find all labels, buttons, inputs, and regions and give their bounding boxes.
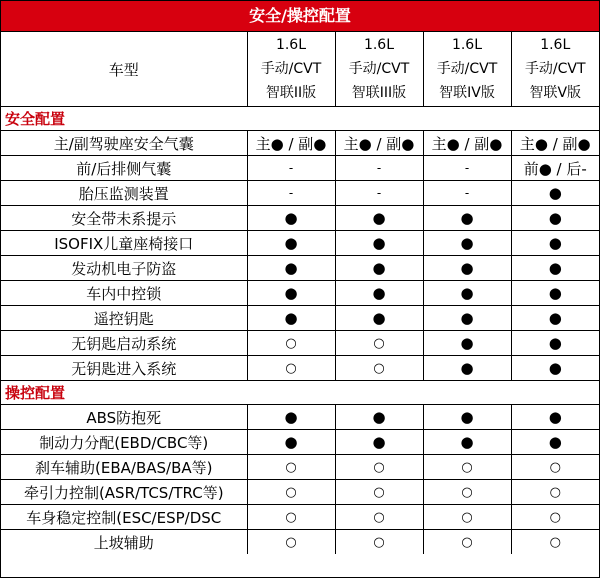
model-displacement: 1.6L [540, 37, 571, 53]
feature-label: 遥控钥匙 [1, 306, 247, 331]
feature-value-cell: ● [335, 231, 423, 256]
feature-value-cell: ● [511, 405, 599, 430]
feature-label: 无钥匙启动系统 [1, 331, 247, 356]
model-displacement: 1.6L [363, 37, 395, 53]
model-trim: 智联V版 [529, 85, 582, 101]
feature-value-cell: ● [423, 331, 511, 356]
feature-label: 前/后排侧气囊 [1, 156, 247, 181]
model-header [423, 32, 511, 107]
feature-value-cell: ○ [247, 331, 335, 356]
model-displacement: 1.6L [275, 37, 307, 53]
feature-value-cell: - [335, 181, 423, 206]
feature-value-cell: - [423, 181, 511, 206]
feature-value-cell: ● [247, 206, 335, 231]
model-transmission: 手动/CVT [524, 61, 586, 77]
feature-value-cell: ● [335, 405, 423, 430]
feature-value-cell: 主● / 副● [511, 131, 599, 156]
feature-value-cell: ● [247, 430, 335, 455]
feature-value-cell: ○ [423, 455, 511, 480]
feature-value-cell: ● [247, 281, 335, 306]
page-title: 安全/操控配置 [1, 1, 599, 32]
section-header-row [1, 381, 599, 405]
feature-value-cell: ○ [247, 455, 335, 480]
model-trim: 智联III版 [351, 85, 407, 101]
feature-value-cell: ○ [511, 480, 599, 505]
feature-value-cell: ○ [247, 530, 335, 555]
table-row [1, 281, 599, 306]
table-header-row [1, 32, 599, 107]
feature-value-cell: ● [335, 281, 423, 306]
feature-label: 安全带未系提示 [1, 206, 247, 231]
feature-value-cell: ● [511, 356, 599, 381]
feature-value-cell: ● [247, 231, 335, 256]
feature-value-cell: ○ [247, 480, 335, 505]
feature-value-cell: ● [335, 256, 423, 281]
feature-value-cell: ● [423, 405, 511, 430]
table-row [1, 505, 599, 530]
feature-value-cell: ● [511, 256, 599, 281]
table-body [1, 107, 599, 555]
table-row [1, 256, 599, 281]
table-row [1, 480, 599, 505]
feature-label: 发动机电子防盗 [1, 256, 247, 281]
feature-value-cell: ● [423, 281, 511, 306]
feature-value-cell: ● [511, 306, 599, 331]
feature-value-cell: ○ [423, 480, 511, 505]
feature-label: 车身稳定控制(ESC/ESP/DSC [1, 505, 247, 530]
feature-label: 无钥匙进入系统 [1, 356, 247, 381]
model-header [511, 32, 599, 107]
feature-value-cell: ● [423, 430, 511, 455]
model-trim: 智联II版 [265, 85, 317, 101]
feature-value-cell: ○ [247, 505, 335, 530]
feature-value-cell: - [335, 156, 423, 181]
model-transmission: 手动/CVT [260, 61, 322, 77]
model-transmission: 手动/CVT [348, 61, 410, 77]
feature-value-cell: ● [335, 206, 423, 231]
model-transmission: 手动/CVT [436, 61, 498, 77]
model-column-header: 车型 [1, 32, 247, 107]
feature-value-cell: ● [423, 356, 511, 381]
table-row [1, 405, 599, 430]
feature-value-cell: ● [423, 256, 511, 281]
feature-value-cell: ○ [335, 505, 423, 530]
feature-value-cell: ● [335, 306, 423, 331]
table-row [1, 356, 599, 381]
feature-value-cell: ● [511, 331, 599, 356]
table-row [1, 206, 599, 231]
feature-value-cell: 前● / 后- [511, 156, 599, 181]
feature-value-cell: ● [247, 306, 335, 331]
feature-value-cell: ○ [335, 331, 423, 356]
feature-value-cell: ○ [247, 356, 335, 381]
feature-value-cell: ● [511, 231, 599, 256]
table-row [1, 231, 599, 256]
feature-value-cell: ○ [335, 530, 423, 555]
feature-value-cell: ○ [511, 455, 599, 480]
table-row [1, 430, 599, 455]
feature-value-cell: ○ [511, 530, 599, 555]
feature-label: 主/副驾驶座安全气囊 [1, 131, 247, 156]
feature-label: 车内中控锁 [1, 281, 247, 306]
feature-value-cell: 主● / 副● [335, 131, 423, 156]
table-row [1, 156, 599, 181]
feature-label: ISOFIX儿童座椅接口 [1, 231, 247, 256]
feature-label: 上坡辅助 [1, 530, 247, 555]
model-header [335, 32, 423, 107]
feature-value-cell: ● [423, 306, 511, 331]
feature-value-cell: ○ [423, 505, 511, 530]
spec-table [1, 32, 599, 554]
feature-value-cell: - [247, 156, 335, 181]
feature-label: 制动力分配(EBD/CBC等) [1, 430, 247, 455]
feature-value-cell: ● [511, 181, 599, 206]
feature-value-cell: - [247, 181, 335, 206]
feature-value-cell: ● [247, 405, 335, 430]
feature-value-cell: ○ [423, 530, 511, 555]
table-row [1, 530, 599, 555]
feature-value-cell: ○ [335, 480, 423, 505]
model-header [247, 32, 335, 107]
feature-label: 胎压监测装置 [1, 181, 247, 206]
feature-value-cell: ○ [335, 455, 423, 480]
table-row [1, 181, 599, 206]
feature-value-cell: ● [423, 231, 511, 256]
feature-value-cell: ● [511, 206, 599, 231]
model-displacement: 1.6L [451, 37, 483, 53]
model-trim: 智联IV版 [439, 85, 495, 101]
table-row [1, 131, 599, 156]
section-title: 安全配置 [1, 107, 599, 131]
feature-value-cell: 主● / 副● [247, 131, 335, 156]
feature-value-cell: ● [511, 281, 599, 306]
feature-value-cell: - [423, 156, 511, 181]
feature-label: ABS防抱死 [1, 405, 247, 430]
table-row [1, 455, 599, 480]
table-row [1, 306, 599, 331]
feature-value-cell: ● [423, 206, 511, 231]
feature-value-cell: ○ [511, 505, 599, 530]
feature-value-cell: ● [511, 430, 599, 455]
section-title: 操控配置 [1, 381, 599, 405]
table-row [1, 331, 599, 356]
feature-value-cell: ● [247, 256, 335, 281]
feature-value-cell: ○ [335, 356, 423, 381]
feature-value-cell: 主● / 副● [423, 131, 511, 156]
feature-label: 牵引力控制(ASR/TCS/TRC等) [1, 480, 247, 505]
feature-value-cell: ● [335, 430, 423, 455]
feature-label: 刹车辅助(EBA/BAS/BA等) [1, 455, 247, 480]
section-header-row [1, 107, 599, 131]
